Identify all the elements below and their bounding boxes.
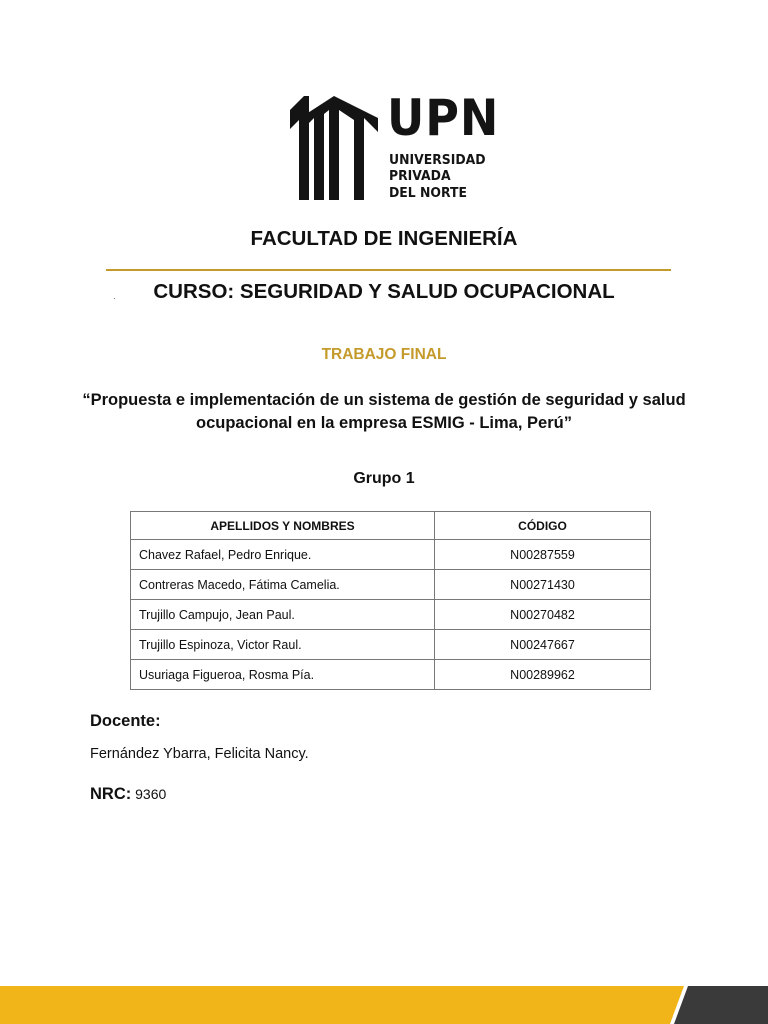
nrc-line	[90, 785, 166, 804]
table-row	[131, 630, 651, 660]
logo-line-1: UNIVERSIDAD	[389, 152, 486, 168]
members-table	[130, 511, 651, 690]
nrc-label: NRC:	[90, 785, 132, 803]
course-title: CURSO: SEGURIDAD Y SALUD OCUPACIONAL	[153, 280, 615, 303]
footer-band	[0, 986, 768, 1024]
table-row	[131, 660, 651, 690]
table-row	[131, 540, 651, 570]
table-header-row	[131, 512, 651, 540]
member-code: N00289962	[435, 660, 651, 690]
table-row	[131, 570, 651, 600]
upn-arrow-logo-icon	[290, 96, 378, 200]
logo-brand-text: UPN	[387, 89, 500, 147]
member-code: N00271430	[435, 570, 651, 600]
table-row	[131, 600, 651, 630]
logo-line-3: DEL NORTE	[389, 185, 467, 201]
header-code: CÓDIGO	[435, 512, 651, 540]
gold-divider	[106, 269, 671, 271]
docente-label: Docente:	[90, 712, 161, 730]
member-code: N00287559	[435, 540, 651, 570]
faculty-title: FACULTAD DE INGENIERÍA	[250, 227, 518, 250]
group-label: Grupo 1	[353, 470, 415, 487]
assignment-title: TRABAJO FINAL	[321, 346, 447, 363]
footer-dark-stripe	[674, 986, 768, 1024]
member-name: Contreras Macedo, Fátima Camelia.	[131, 570, 435, 600]
header-names: APELLIDOS Y NOMBRES	[131, 512, 435, 540]
footer-yellow-stripe	[0, 986, 684, 1024]
member-name: Trujillo Espinoza, Victor Raul.	[131, 630, 435, 660]
upn-logo	[290, 89, 500, 204]
nrc-value: 9360	[135, 786, 167, 802]
proposal-title: “Propuesta e implementación de un sistema de gestión de seguridad y salud ocupacional en la empresa ESMIG - Lima, Perú”	[82, 391, 686, 432]
member-name: Trujillo Campujo, Jean Paul.	[131, 600, 435, 630]
member-code: N00247667	[435, 630, 651, 660]
bullet-dot: ·	[113, 294, 116, 303]
docente-name: Fernández Ybarra, Felicita Nancy.	[90, 746, 309, 762]
logo-line-2: PRIVADA	[389, 168, 451, 184]
member-name: Usuriaga Figueroa, Rosma Pía.	[131, 660, 435, 690]
member-code: N00270482	[435, 600, 651, 630]
member-name: Chavez Rafael, Pedro Enrique.	[131, 540, 435, 570]
